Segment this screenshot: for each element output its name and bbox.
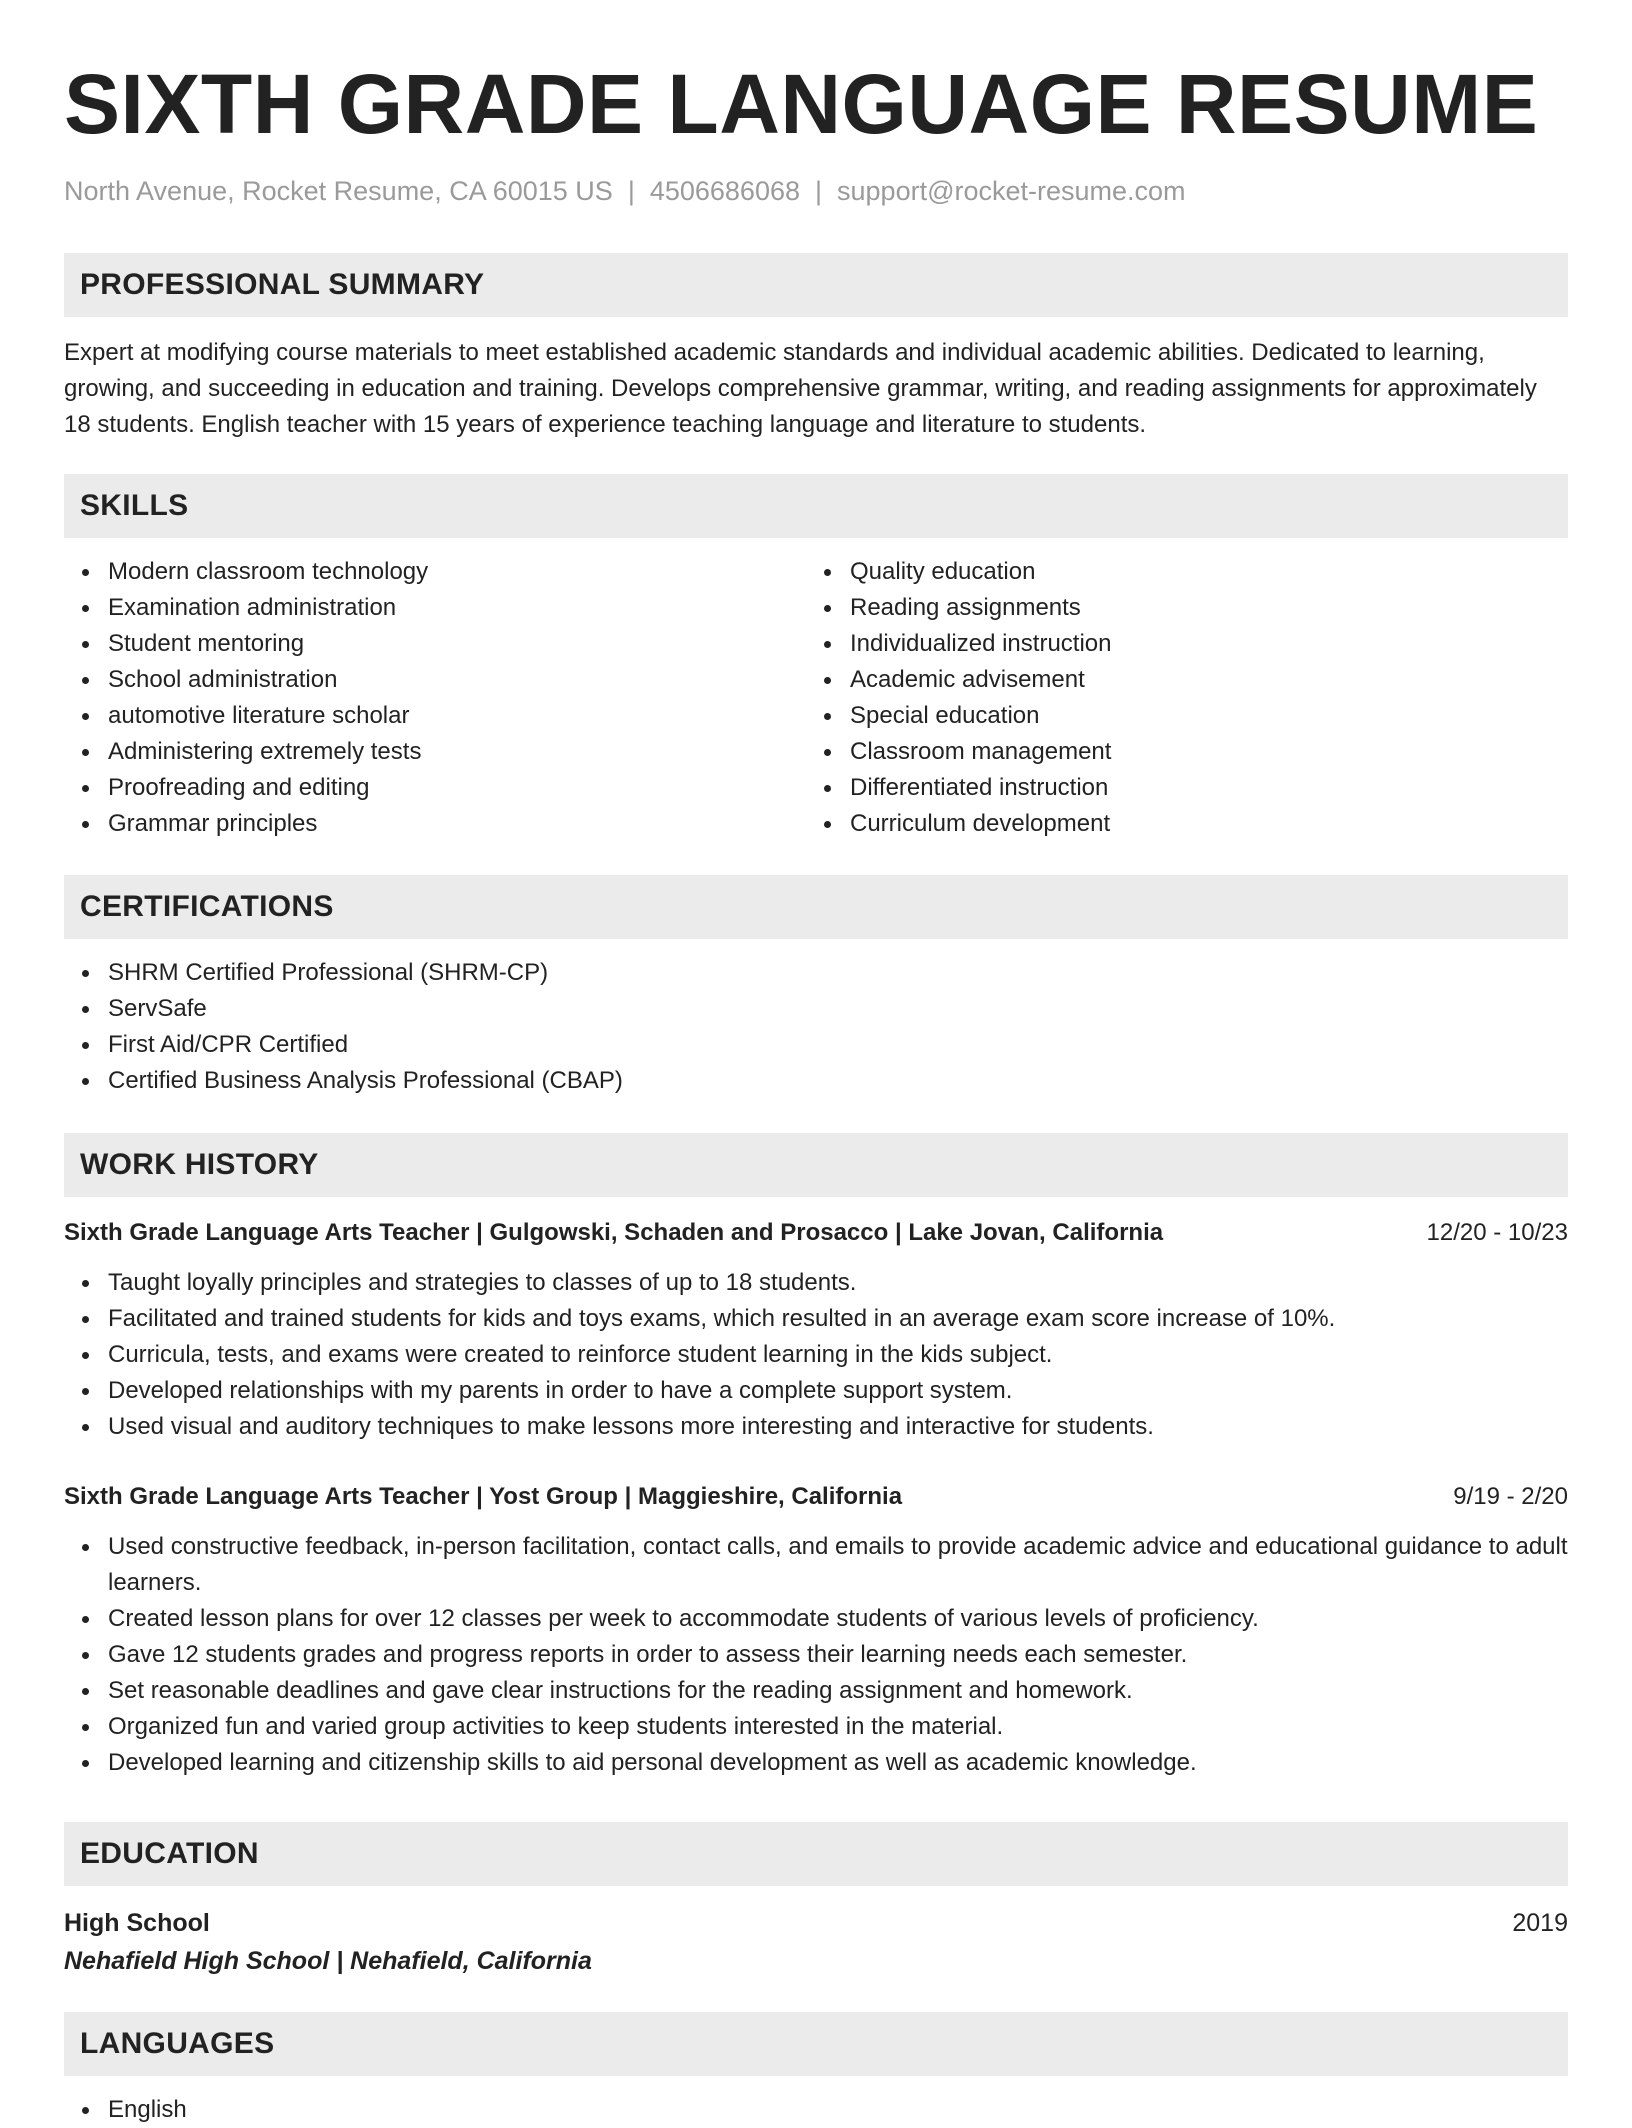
- contact-address: North Avenue, Rocket Resume, CA 60015 US: [64, 176, 613, 206]
- certification-item: ServSafe: [64, 991, 1568, 1027]
- job-bullet: Created lesson plans for over 12 classes per week to accommodate students of various levels of proficiency.: [64, 1601, 1568, 1637]
- skill-item: Grammar principles: [64, 806, 806, 842]
- contact-separator: |: [627, 176, 635, 206]
- skill-item: Curriculum development: [806, 806, 1548, 842]
- job-bullet: Developed learning and citizenship skills to aid personal development as well as academic knowledge.: [64, 1745, 1568, 1781]
- languages-heading: LANGUAGES: [64, 2012, 1568, 2076]
- skills-columns: [64, 554, 1568, 842]
- languages-list: [64, 2092, 1568, 2128]
- job-entry: [64, 1215, 1568, 1445]
- job-bullet: Set reasonable deadlines and gave clear instructions for the reading assignment and homework.: [64, 1673, 1568, 1709]
- job-bullet: Used visual and auditory techniques to make lessons more interesting and interactive for students.: [64, 1409, 1568, 1445]
- skill-item: Examination administration: [64, 590, 806, 626]
- contact-separator: |: [815, 176, 823, 206]
- skills-heading: SKILLS: [64, 474, 1568, 538]
- job-bullets: [64, 1265, 1568, 1445]
- summary-text: Expert at modifying course materials to meet established academic standards and individual academic abilities. Dedicated to learning, growing, and succeeding in education and training. Develops comprehensive grammar, writing, and reading assignments for approximately 18 students. English teacher with 15 years of experience teaching language and literature to students.: [64, 339, 1537, 438]
- skill-item: Academic advisement: [806, 662, 1548, 698]
- certifications-list: [64, 955, 1568, 1099]
- certifications-heading: CERTIFICATIONS: [64, 875, 1568, 939]
- education-year: 2019: [1512, 1909, 1568, 1937]
- job-title: Sixth Grade Language Arts Teacher | Yost Group | Maggieshire, California: [64, 1483, 903, 1510]
- education-degree: High School: [64, 1909, 210, 1937]
- skill-item: School administration: [64, 662, 806, 698]
- language-item: English: [64, 2092, 1568, 2128]
- resume-title: SIXTH GRADE LANGUAGE RESUME: [64, 57, 1539, 151]
- skill-item: Quality education: [806, 554, 1548, 590]
- languages-section: [64, 2012, 1568, 2128]
- skill-item: Differentiated instruction: [806, 770, 1548, 806]
- skill-item: Classroom management: [806, 734, 1548, 770]
- certification-item: SHRM Certified Professional (SHRM-CP): [64, 955, 1568, 991]
- job-dates: 9/19 - 2/20: [1453, 1483, 1568, 1510]
- certification-item: First Aid/CPR Certified: [64, 1027, 1568, 1063]
- skill-item: Administering extremely tests: [64, 734, 806, 770]
- summary-section: [64, 253, 1568, 443]
- work-history-section: [64, 1133, 1568, 1781]
- contact-email: support@rocket-resume.com: [837, 176, 1186, 206]
- education-heading: EDUCATION: [64, 1822, 1568, 1886]
- skills-list-left: [64, 554, 806, 842]
- summary-heading: PROFESSIONAL SUMMARY: [64, 253, 1568, 317]
- work-history-heading: WORK HISTORY: [64, 1133, 1568, 1197]
- job-header: [64, 1479, 1568, 1515]
- job-header: [64, 1215, 1568, 1251]
- education-section: [64, 1822, 1568, 1980]
- education-school: Nehafield High School | Nehafield, California: [64, 1947, 592, 1975]
- job-entry: [64, 1479, 1568, 1781]
- job-bullet: Organized fun and varied group activities to keep students interested in the material.: [64, 1709, 1568, 1745]
- job-title: Sixth Grade Language Arts Teacher | Gulgowski, Schaden and Prosacco | Lake Jovan, California: [64, 1219, 1164, 1246]
- contact-phone: 4506686068: [649, 176, 800, 206]
- job-dates: 12/20 - 10/23: [1426, 1219, 1568, 1246]
- skill-item: Individualized instruction: [806, 626, 1548, 662]
- skill-item: Reading assignments: [806, 590, 1548, 626]
- skill-item: Proofreading and editing: [64, 770, 806, 806]
- certification-item: Certified Business Analysis Professional (CBAP): [64, 1063, 1568, 1099]
- skill-item: Student mentoring: [64, 626, 806, 662]
- job-bullet: Curricula, tests, and exams were created to reinforce student learning in the kids subject.: [64, 1337, 1568, 1373]
- job-bullet: Facilitated and trained students for kids and toys exams, which resulted in an average exam score increase of 10%.: [64, 1301, 1568, 1337]
- job-bullet: Used constructive feedback, in-person facilitation, contact calls, and emails to provide academic advice and educational guidance to adult learners.: [64, 1529, 1568, 1601]
- education-header: [64, 1904, 1568, 1942]
- skill-item: Modern classroom technology: [64, 554, 806, 590]
- skill-item: Special education: [806, 698, 1548, 734]
- resume-page: [64, 0, 1568, 2123]
- skills-section: [64, 474, 1568, 842]
- job-bullet: Gave 12 students grades and progress reports in order to assess their learning needs each semester.: [64, 1637, 1568, 1673]
- contact-line: [64, 174, 1568, 208]
- job-bullet: Developed relationships with my parents in order to have a complete support system.: [64, 1373, 1568, 1409]
- skill-item: automotive literature scholar: [64, 698, 806, 734]
- skills-list-right: [806, 554, 1548, 842]
- certifications-section: [64, 875, 1568, 1099]
- job-bullet: Taught loyally principles and strategies to classes of up to 18 students.: [64, 1265, 1568, 1301]
- job-bullets: [64, 1529, 1568, 1781]
